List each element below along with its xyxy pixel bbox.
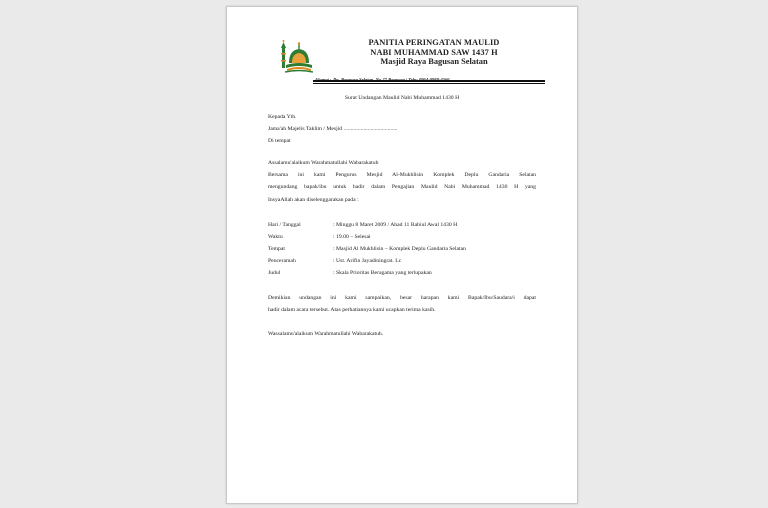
recipient-block bbox=[268, 111, 536, 148]
farewell: Wassalamu'alaikum Warahmatullahi Wabarakatuh. bbox=[268, 331, 384, 337]
mosque-name: Masjid Raya Bagusan Selatan bbox=[380, 57, 488, 66]
letterhead-title bbox=[329, 38, 539, 67]
detail-label: Tempat bbox=[268, 246, 285, 252]
letterhead-rule-thick bbox=[313, 80, 545, 82]
detail-label: Judul bbox=[268, 270, 281, 276]
recipient-place: Di tempat bbox=[268, 138, 291, 145]
detail-value: : Ust. Arifin Jayadiningrat. Lc bbox=[333, 258, 402, 264]
recipient-to: Kepada Yth. bbox=[268, 114, 297, 120]
body-intro bbox=[268, 157, 536, 206]
farewell-block bbox=[268, 328, 536, 340]
detail-value: : 19.00 – Selesai bbox=[333, 234, 371, 240]
mosque-logo bbox=[277, 39, 313, 77]
closing-paragraph bbox=[268, 292, 536, 316]
committee-name: PANITIA PERINGATAN MAULID bbox=[368, 38, 500, 47]
detail-label: Penceramah bbox=[268, 258, 296, 264]
letter-subject: Surat Undangan Maulid Nabi Muhammad 1430 H bbox=[344, 95, 460, 101]
event-name: NABI MUHAMMAD SAW 1437 H bbox=[370, 47, 498, 57]
document-page bbox=[226, 6, 578, 504]
letterhead-rule-thin bbox=[313, 83, 545, 84]
intro-line-3: InsyaAllah akan diselenggarakan pada : bbox=[268, 196, 359, 203]
detail-value: : Skala Prioritas Beragama yang terlupakan bbox=[333, 270, 432, 276]
greeting: Assalamu'alaikum Warahmatullahi Wabarakatuh bbox=[268, 160, 379, 166]
intro-line-2: mengundang bapak/ibu untuk hadir dalam Pengajian Maulid Nabi Muhammad 1430 H yang bbox=[268, 184, 536, 191]
detail-label: Hari / Tanggal bbox=[268, 222, 301, 228]
closing-line-1: Demikian undangan ini kami sampaikan, besar harapan kami Bapak/Ibu/Saudara/i dapat bbox=[268, 295, 536, 301]
letterhead bbox=[273, 37, 545, 83]
closing-line-2: hadir dalam acara tersebut. Atas perhatiannya kami ucapkan terima kasih. bbox=[268, 307, 436, 314]
detail-value: : Minggu 8 Maret 2009 / Ahad 11 Rabiul Awal 1430 H bbox=[333, 222, 458, 228]
detail-value: : Masjid Al Mukhlisin – Komplek Deplu Gandaria Selatan bbox=[333, 246, 467, 252]
intro-line-1: Bersama ini kami Pengurus Mesjid Al-Mukhlisin Komplek Deplu Gandaria Selatan bbox=[268, 172, 536, 179]
recipient-name: Jama'ah Majelis Taklim / Mesjid ...................................... bbox=[268, 126, 398, 133]
detail-label: Waktu bbox=[268, 234, 283, 240]
